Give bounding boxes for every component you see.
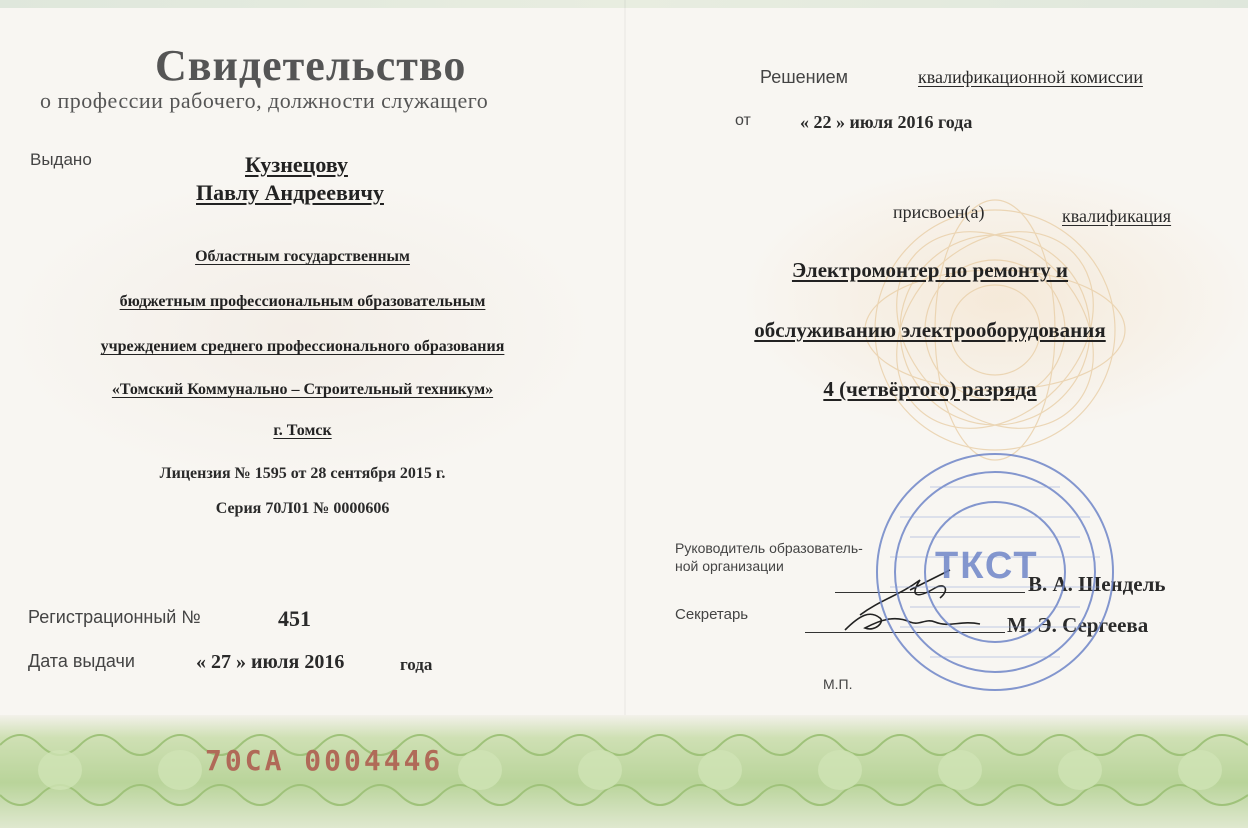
- issue-date-suffix: года: [400, 655, 433, 674]
- recipient-name: Павлу Андреевичу: [196, 180, 384, 205]
- institution-city: г. Томск: [273, 422, 332, 439]
- assigned-label: присвоен(а): [893, 202, 985, 222]
- center-fold: [624, 0, 626, 720]
- security-band: [0, 715, 1248, 828]
- seal-place-label: М.П.: [823, 676, 853, 692]
- institution-line-1: Областным государственным: [195, 248, 410, 265]
- qualification-line-2: обслуживанию электрооборудования: [754, 318, 1106, 342]
- head-label-line-1: Руководитель образователь-: [675, 540, 863, 556]
- license-info: Лицензия № 1595 от 28 сентября 2015 г.: [159, 465, 446, 482]
- decision-value: квалификационной комиссии: [918, 67, 1143, 87]
- seal-center-text: ТКСТ: [935, 545, 1039, 587]
- issue-date-label: Дата выдачи: [28, 651, 135, 671]
- document-title: Свидетельство: [155, 41, 467, 90]
- blank-serial-number: 70СА 0004446: [205, 744, 444, 777]
- assigned-value: квалификация: [1062, 206, 1172, 226]
- document-subtitle: о профессии рабочего, должности служащего: [40, 88, 489, 113]
- from-date: « 22 » июля 2016 года: [800, 112, 973, 132]
- from-label: от: [735, 112, 751, 129]
- institution-line-2: бюджетным профессиональным образовательным: [119, 293, 486, 310]
- head-label-line-2: ной организации: [675, 558, 784, 574]
- series-info: Серия 70Л01 № 0000606: [215, 500, 390, 517]
- decision-label: Решением: [760, 67, 849, 87]
- institution-line-4: «Томский Коммунально – Строительный техникум»: [111, 381, 494, 398]
- secretary-label: Секретарь: [675, 606, 749, 623]
- issue-date-value: « 27 » июля 2016: [196, 651, 345, 673]
- head-name: В. А. Шендель: [1028, 572, 1166, 596]
- registration-number: 451: [278, 606, 311, 631]
- issued-label: Выдано: [30, 150, 92, 169]
- qualification-line-1: Электромонтер по ремонту и: [791, 258, 1069, 282]
- registration-label: Регистрационный №: [28, 607, 201, 627]
- secretary-name: М. Э. Сергеева: [1007, 613, 1149, 637]
- recipient-surname: Кузнецову: [245, 152, 348, 177]
- qualification-line-3: 4 (четвёртого) разряда: [823, 377, 1037, 401]
- institution-line-3: учреждением среднего профессионального образования: [100, 338, 505, 355]
